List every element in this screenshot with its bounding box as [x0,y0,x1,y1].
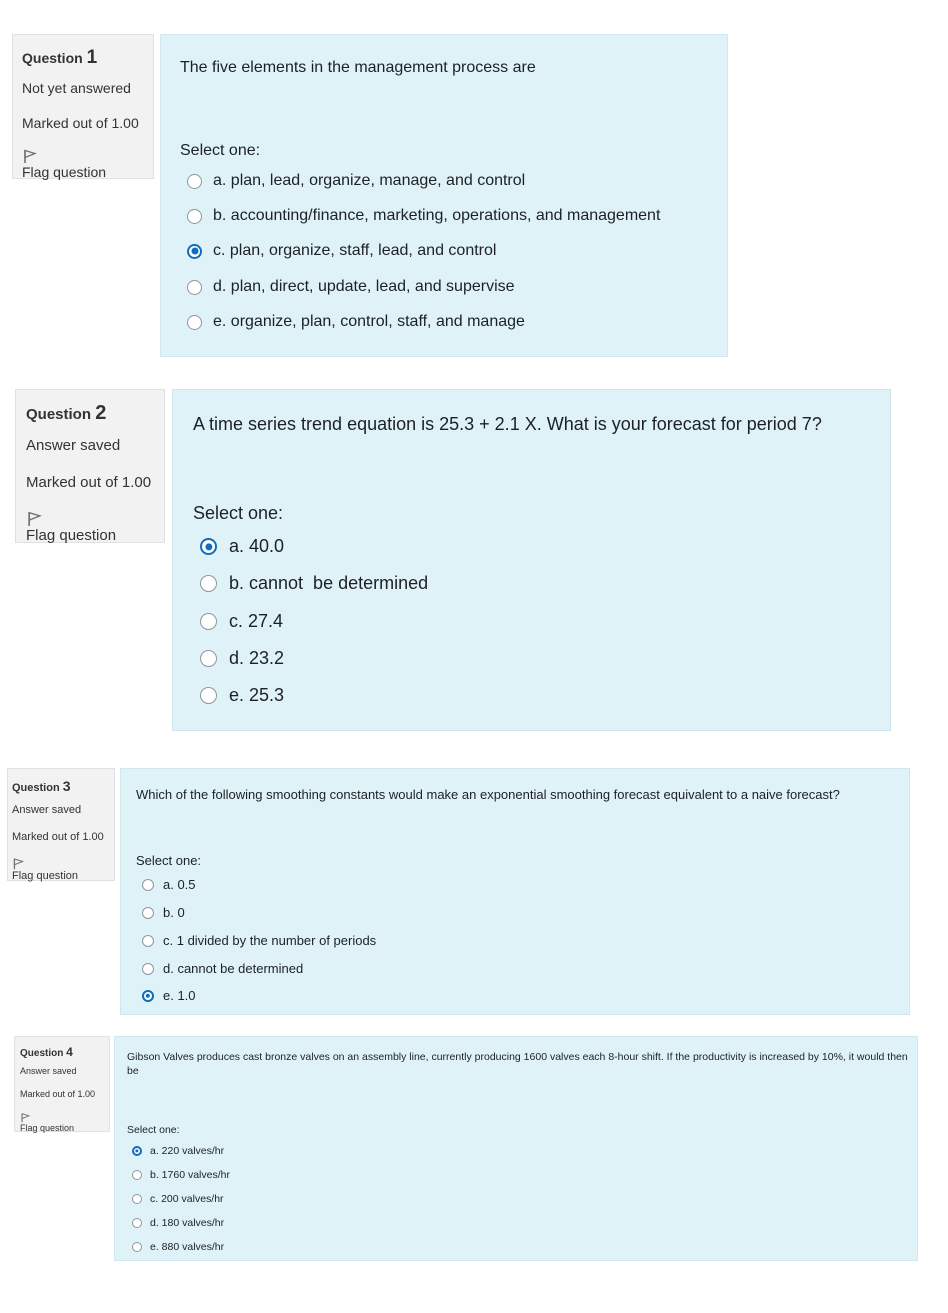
question-state: Answer saved [20,1066,77,1076]
question-number-heading: Question 1 [22,47,98,68]
answer-option-c[interactable] [132,1193,224,1205]
flag-icon [12,857,25,870]
flag-question-label: Flag question [12,870,79,882]
radio-button[interactable] [187,315,202,330]
question-content-panel [172,389,891,731]
radio-button[interactable] [142,963,154,975]
flag-icon [26,510,43,527]
question-state: Not yet answered [22,80,131,96]
answer-option-a[interactable] [142,877,196,892]
radio-button[interactable] [200,650,217,667]
answer-option-e[interactable] [200,685,284,706]
flag-question-link[interactable] [20,1112,74,1133]
answer-label: a. plan, lead, organize, manage, and control [213,172,526,189]
answer-option-d[interactable] [187,278,515,296]
answer-option-e[interactable] [132,1241,224,1253]
radio-button[interactable] [200,613,217,630]
question-text: Gibson Valves produces cast bronze valves on an assembly line, currently producing 1600 valves each 8-hour shift. If the productivity is increased by 10%, it would then be [127,1051,908,1078]
question-content-panel [160,34,728,357]
question-info-panel [12,34,154,179]
answer-option-d[interactable] [200,648,284,669]
answer-option-a[interactable] [132,1145,224,1157]
answer-label: d. cannot be determined [163,961,304,976]
answer-option-c[interactable] [142,933,376,948]
answer-option-c[interactable] [187,242,496,260]
radio-button[interactable] [200,687,217,704]
answer-label: b. cannot be determined [229,573,429,593]
radio-button[interactable] [187,280,202,295]
radio-button[interactable] [187,174,202,189]
flag-icon [20,1112,31,1123]
radio-button-selected[interactable] [132,1146,142,1156]
question-content-panel [120,768,910,1015]
radio-button[interactable] [187,209,202,224]
answer-option-a[interactable] [200,536,284,557]
select-one-label: Select one: [180,142,261,159]
question-text: Which of the following smoothing constants would make an exponential smoothing forecast equivalent to a naive forecast? [136,787,840,802]
question-text: The five elements in the management process are [180,59,536,76]
answer-option-b[interactable] [200,573,428,594]
question-info-panel [7,768,115,881]
answer-label: d. 180 valves/hr [150,1217,225,1229]
question-state: Answer saved [26,437,121,454]
answer-label: b. accounting/finance, marketing, operations, and management [213,207,661,224]
answer-label: e. 1.0 [163,988,196,1003]
question-info-panel [15,389,165,543]
answer-option-b[interactable] [187,207,660,225]
question-state: Answer saved [12,804,82,816]
flag-question-link[interactable] [26,510,116,544]
radio-button-selected[interactable] [187,244,202,259]
radio-button[interactable] [132,1218,142,1228]
radio-button[interactable] [132,1194,142,1204]
answer-label: b. 0 [163,905,185,920]
answer-option-d[interactable] [132,1217,224,1229]
answer-label: a. 220 valves/hr [150,1145,225,1157]
answer-label: e. 25.3 [229,685,285,705]
answer-option-a[interactable] [187,172,525,190]
radio-button[interactable] [132,1242,142,1252]
answer-label: d. plan, direct, update, lead, and supervise [213,278,515,295]
radio-button[interactable] [200,575,217,592]
answer-option-d[interactable] [142,961,303,976]
answer-label: c. plan, organize, staff, lead, and control [213,242,497,259]
answer-label: c. 27.4 [229,611,284,631]
question-number-heading: Question 2 [26,402,107,424]
answer-label: e. 880 valves/hr [150,1241,225,1253]
radio-button-selected[interactable] [200,538,217,555]
flag-question-label: Flag question [26,527,117,544]
answer-option-b[interactable] [142,905,185,920]
flag-question-label: Flag question [22,164,107,180]
radio-button[interactable] [142,907,154,919]
flag-icon [22,148,38,164]
flag-question-link[interactable] [12,857,78,882]
marked-out-of: Marked out of 1.00 [20,1089,96,1099]
answer-label: e. organize, plan, control, staff, and manage [213,313,525,330]
flag-question-link[interactable] [22,148,106,180]
flag-question-label: Flag question [20,1123,75,1133]
select-one-label: Select one: [193,503,284,523]
marked-out-of: Marked out of 1.00 [22,115,139,131]
answer-option-c[interactable] [200,611,283,632]
radio-button[interactable] [132,1170,142,1180]
question-info-panel [14,1036,110,1132]
question-number-heading: Question 4 [20,1045,73,1059]
question-number-heading: Question 3 [12,778,71,794]
select-one-label: Select one: [127,1124,180,1136]
answer-option-e[interactable] [187,313,525,331]
answer-label: c. 200 valves/hr [150,1193,224,1205]
answer-label: c. 1 divided by the number of periods [163,933,377,948]
radio-button[interactable] [142,879,154,891]
answer-label: a. 0.5 [163,877,196,892]
marked-out-of: Marked out of 1.00 [26,474,152,491]
select-one-label: Select one: [136,853,202,868]
answer-label: d. 23.2 [229,648,285,668]
radio-button[interactable] [142,935,154,947]
answer-label: b. 1760 valves/hr [150,1169,230,1181]
question-content-panel [114,1036,918,1261]
radio-button-selected[interactable] [142,990,154,1002]
answer-option-e[interactable] [142,988,196,1003]
question-text: A time series trend equation is 25.3 + 2.1 X. What is your forecast for period 7? [193,414,822,434]
answer-option-b[interactable] [132,1169,230,1181]
answer-label: a. 40.0 [229,536,285,556]
marked-out-of: Marked out of 1.00 [12,831,104,843]
